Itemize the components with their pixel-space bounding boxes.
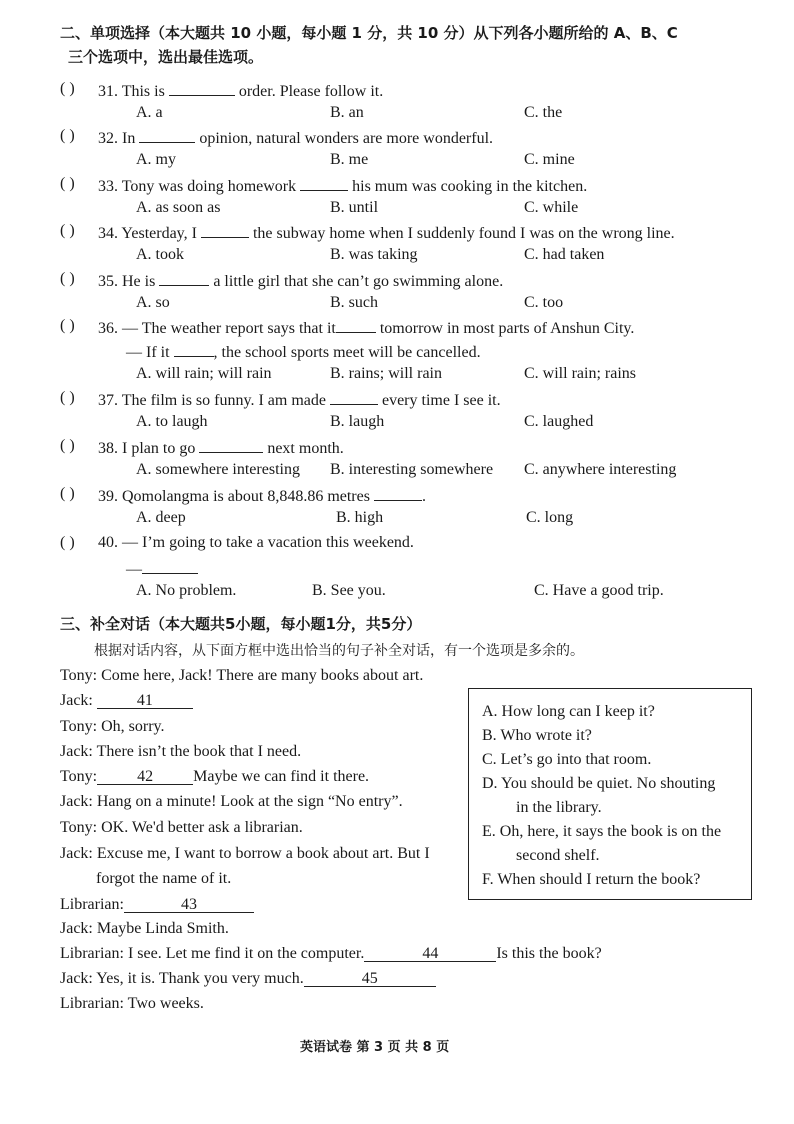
dialogue-line-14: Librarian: Two weeks. xyxy=(60,995,204,1012)
question-32-stem: 32. In opinion, natural wonders are more wonderful. xyxy=(98,127,493,148)
option-36-c: C. will rain; rains xyxy=(524,365,636,382)
blank-45[interactable]: 45 xyxy=(304,971,436,987)
blank-33 xyxy=(300,175,348,191)
option-box-a: A. How long can I keep it? xyxy=(482,703,655,720)
option-39-a: A. deep xyxy=(136,509,186,526)
option-32-b: B. me xyxy=(330,151,369,168)
option-37-b: B. laugh xyxy=(330,413,385,430)
option-box-e-line1: E. Oh, here, it says the book is on the xyxy=(482,823,722,840)
blank-42[interactable]: 42 xyxy=(97,769,193,785)
dialogue-line-7: Tony: OK. We'd better ask a librarian. xyxy=(60,819,303,836)
dialogue-line-1: Tony: Come here, Jack! There are many books about art. xyxy=(60,667,424,684)
question-39-stem: 39. Qomolangma is about 8,848.86 metres . xyxy=(98,485,426,506)
question-33-stem: 33. Tony was doing homework his mum was cooking in the kitchen. xyxy=(98,175,587,196)
blank-39 xyxy=(374,485,422,501)
page-footer: 英语试卷 第 3 页 共 8 页 xyxy=(300,1040,450,1055)
option-35-b: B. such xyxy=(330,294,378,311)
option-34-b: B. was taking xyxy=(330,246,418,263)
option-35-a: A. so xyxy=(136,294,170,311)
option-38-c: C. anywhere interesting xyxy=(524,461,677,478)
option-box-d-line2: in the library. xyxy=(516,799,602,816)
blank-37 xyxy=(330,389,378,405)
blank-34 xyxy=(201,222,249,238)
question-31-stem: 31. This is order. Please follow it. xyxy=(98,80,383,101)
answer-paren-34[interactable]: ( ) xyxy=(60,222,75,239)
question-35-stem: 35. He is a little girl that she can’t go swimming alone. xyxy=(98,270,503,291)
dialogue-line-5: Tony: 42 Maybe we can find it there. xyxy=(60,768,370,785)
answer-paren-32[interactable]: ( ) xyxy=(60,127,75,144)
option-36-b: B. rains; will rain xyxy=(330,365,442,382)
answer-paren-40[interactable]: ( ) xyxy=(60,534,75,551)
option-37-c: C. laughed xyxy=(524,413,594,430)
option-32-c: C. mine xyxy=(524,151,575,168)
option-40-b: B. See you. xyxy=(312,582,386,599)
blank-40 xyxy=(142,558,198,574)
dialogue-line-3: Tony: Oh, sorry. xyxy=(60,718,165,735)
option-34-a: A. took xyxy=(136,246,184,263)
question-40-line2: — xyxy=(126,558,198,579)
blank-35 xyxy=(159,270,209,286)
option-39-c: C. long xyxy=(526,509,574,526)
section2-title-line1: 二、单项选择（本大题共 10 小题，每小题 1 分，共 10 分）从下列各小题所给的 A、B、C xyxy=(60,24,678,42)
question-36-line2: — If it , the school sports meet will be cancelled. xyxy=(126,341,481,362)
blank-36-a xyxy=(336,317,376,333)
blank-32 xyxy=(139,127,195,143)
answer-paren-36[interactable]: ( ) xyxy=(60,317,75,334)
option-38-a: A. somewhere interesting xyxy=(136,461,300,478)
dialogue-line-2: Jack: 41 xyxy=(60,692,193,710)
option-39-b: B. high xyxy=(336,509,384,526)
option-31-c: C. the xyxy=(524,104,563,121)
blank-31 xyxy=(169,80,235,96)
option-40-c: C. Have a good trip. xyxy=(534,582,664,599)
question-34-stem: 34. Yesterday, I the subway home when I suddenly found I was on the wrong line. xyxy=(98,222,675,243)
section3-instruction: 根据对话内容，从下面方框中选出恰当的句子补全对话，有一个选项是多余的。 xyxy=(94,643,584,659)
question-37-stem: 37. The film is so funny. I am made every time I see it. xyxy=(98,389,501,410)
blank-41[interactable]: 41 xyxy=(97,693,193,709)
option-31-b: B. an xyxy=(330,104,364,121)
option-36-a: A. will rain; will rain xyxy=(136,365,272,382)
option-33-c: C. while xyxy=(524,199,579,216)
option-box-c: C. Let’s go into that room. xyxy=(482,751,652,768)
option-box-f: F. When should I return the book? xyxy=(482,871,701,888)
option-33-a: A. as soon as xyxy=(136,199,221,216)
blank-43[interactable]: 43 xyxy=(124,897,254,913)
blank-36-b xyxy=(174,341,214,357)
option-32-a: A. my xyxy=(136,151,176,168)
answer-paren-37[interactable]: ( ) xyxy=(60,389,75,406)
dialogue-line-13: Jack: Yes, it is. Thank you very much. 45 xyxy=(60,970,436,988)
section2-title-line2: 三个选项中，选出最佳选项。 xyxy=(68,48,264,66)
option-38-b: B. interesting somewhere xyxy=(330,461,494,478)
dialogue-line-11: Jack: Maybe Linda Smith. xyxy=(60,920,229,937)
option-box-d-line1: D. You should be quiet. No shouting xyxy=(482,775,716,792)
option-35-c: C. too xyxy=(524,294,564,311)
dialogue-line-8: Jack: Excuse me, I want to borrow a book about art. But I xyxy=(60,845,430,862)
question-38-stem: 38. I plan to go next month. xyxy=(98,437,344,458)
answer-paren-38[interactable]: ( ) xyxy=(60,437,75,454)
blank-38 xyxy=(199,437,263,453)
dialogue-line-9: forgot the name of it. xyxy=(96,870,232,887)
option-33-b: B. until xyxy=(330,199,379,216)
option-37-a: A. to laugh xyxy=(136,413,208,430)
dialogue-line-6: Jack: Hang on a minute! Look at the sign “No entry”. xyxy=(60,793,403,810)
answer-paren-39[interactable]: ( ) xyxy=(60,485,75,502)
answer-paren-33[interactable]: ( ) xyxy=(60,175,75,192)
option-31-a: A. a xyxy=(136,104,163,121)
dialogue-line-12: Librarian: I see. Let me find it on the computer. 44 Is this the book? xyxy=(60,945,602,962)
question-40-stem: 40. — I’m going to take a vacation this weekend. xyxy=(98,534,414,551)
blank-44[interactable]: 44 xyxy=(364,946,496,962)
section3-title: 三、补全对话（本大题共5小题，每小题1分，共5分） xyxy=(60,615,422,633)
option-box-e-line2: second shelf. xyxy=(516,847,600,864)
question-36-stem: 36. — The weather report says that it tomorrow in most parts of Anshun City. xyxy=(98,317,634,338)
dialogue-line-10: Librarian: 43 xyxy=(60,896,254,914)
dialogue-line-4: Jack: There isn’t the book that I need. xyxy=(60,743,302,760)
option-34-c: C. had taken xyxy=(524,246,605,263)
answer-paren-35[interactable]: ( ) xyxy=(60,270,75,287)
option-box-b: B. Who wrote it? xyxy=(482,727,592,744)
answer-paren-31[interactable]: ( ) xyxy=(60,80,75,97)
option-40-a: A. No problem. xyxy=(136,582,237,599)
